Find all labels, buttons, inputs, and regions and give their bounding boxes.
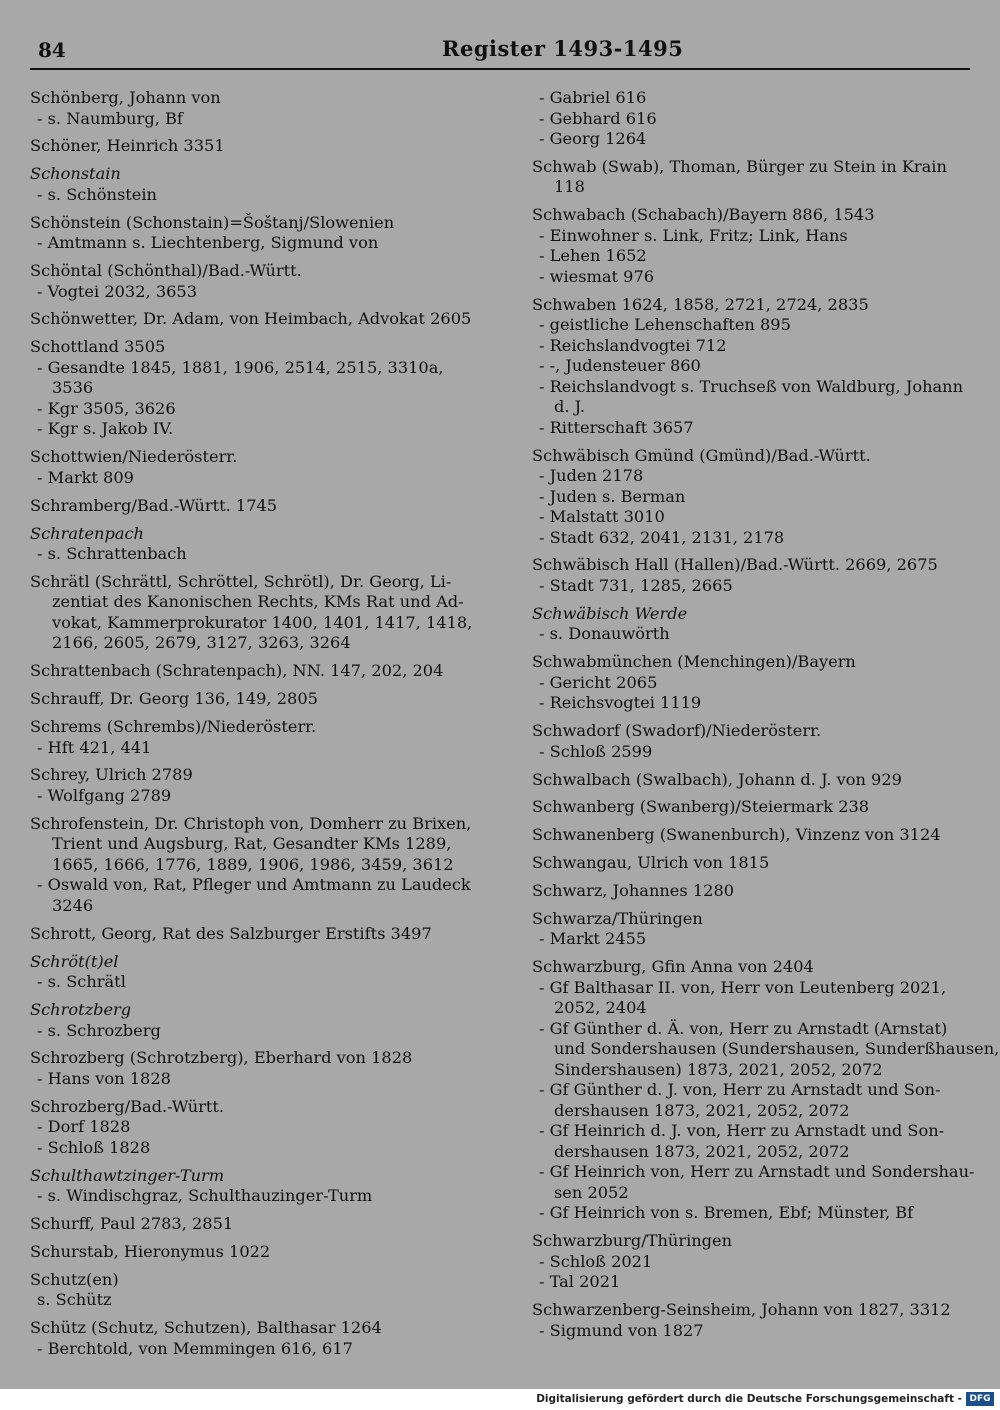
index-continuation: 1665, 1666, 1776, 1889, 1906, 1986, 3459, 3612 [52,854,454,874]
index-headword: Schwanberg (Swanberg)/Steiermark 238 [532,797,870,817]
index-continuation: 3536 [52,378,94,398]
index-continuation: 2166, 2605, 2679, 3127, 3263, 3264 [52,633,351,653]
index-continuation: 118 [554,177,585,197]
index-subentry: s. Schütz [37,1290,112,1310]
index-entry [30,88,475,129]
index-subentry: - Juden s. Berman [539,486,686,506]
index-entry [30,952,475,993]
index-entry [532,604,977,645]
index-subentry: - Schloß 1828 [37,1137,151,1157]
index-headword: Schramberg/Bad.-Württ. 1745 [30,495,278,515]
index-entry [532,446,977,549]
index-subentry: - Georg 1264 [539,129,647,148]
index-entry [30,309,475,330]
index-subentry: - s. Schönstein [37,184,157,204]
index-headword: Schöner, Heinrich 3351 [30,136,225,156]
index-headword: Schwarzburg/Thüringen [532,1231,733,1251]
index-headword: Schottland 3505 [30,337,166,357]
index-subentry: - Stadt 731, 1285, 2665 [539,575,733,595]
index-headword: Schwangau, Ulrich von 1815 [532,853,770,873]
index-subentry: - Kgr 3505, 3626 [37,398,176,418]
index-entry [30,524,475,565]
index-subentry: - Schloß 2599 [539,741,653,761]
index-entry [532,909,977,950]
index-continuation: dershausen 1873, 2021, 2052, 2072 [554,1100,850,1120]
index-entry [30,1242,475,1263]
index-subentry: - Gabriel 616 [539,88,647,107]
index-subentry: - Lehen 1652 [539,246,647,266]
index-headword: Schwarzenberg-Seinsheim, Johann von 1827, 3312 [532,1300,951,1320]
index-entry [30,661,475,682]
index-headword: Schwabach (Schabach)/Bayern 886, 1543 [532,205,875,225]
index-continuation: 3246 [52,895,94,915]
index-subentry: - Gf Heinrich von s. Bremen, Ebf; Münster, Bf [539,1203,914,1223]
index-subentry: - Einwohner s. Link, Fritz; Link, Hans [539,225,848,245]
index-headword: Schöntal (Schönthal)/Bad.-Württ. [30,261,302,281]
index-entry [532,721,977,762]
index-headword: Schwäbisch Werde [532,603,688,623]
index-subentry: - Reichsvogtei 1119 [539,693,702,713]
index-subentry: - Markt 2455 [539,929,647,949]
index-subentry: - geistliche Lehenschaften 895 [539,315,791,335]
index-subentry: - Reichslandvogt s. Truchseß von Waldburg, Johann [539,376,963,396]
index-entry [30,1048,475,1089]
index-subentry: - s. Schrattenbach [37,544,187,564]
index-headword: Schönberg, Johann von [30,88,221,107]
index-headword: Schönwetter, Dr. Adam, von Heimbach, Advokat 2605 [30,309,472,329]
index-subentry: - Reichslandvogtei 712 [539,335,727,355]
index-continuation: zentiat des Kanonischen Rechts, KMs Rat und Ad- [52,592,464,612]
index-subentry: - Vogtei 2032, 3653 [37,281,198,301]
index-continuation: sen 2052 [554,1182,629,1202]
index-headword: Schwabmünchen (Menchingen)/Bayern [532,652,856,672]
index-headword: Schrey, Ulrich 2789 [30,765,193,785]
index-headword: Schröt(t)el [30,951,119,971]
index-entry [30,213,475,254]
page-number: 84 [38,38,66,62]
index-entry [30,924,475,945]
index-entry [532,88,977,150]
index-subentry: - Gf Günther d. J. von, Herr zu Arnstadt und Son- [539,1080,941,1100]
index-headword: Schwarzburg, Gfin Anna von 2404 [532,957,814,977]
index-headword: Schwab (Swab), Thoman, Bürger zu Stein in Krain [532,156,947,176]
index-entry [30,261,475,302]
index-headword: Schrozberg (Schrotzberg), Eberhard von 1828 [30,1048,413,1068]
index-subentry: - s. Donauwörth [539,624,670,644]
index-subentry: - Juden 2178 [539,466,644,486]
index-continuation: d. J. [554,397,586,417]
index-entry [532,825,977,846]
index-entry [30,717,475,758]
index-entry [532,797,977,818]
index-subentry: - Kgr s. Jakob IV. [37,419,174,439]
index-continuation: Trient und Augsburg, Rat, Gesandter KMs 1289, [52,834,452,854]
index-subentry: - Markt 809 [37,467,134,487]
index-headword: Schrattenbach (Schratenpach), NN. 147, 202, 204 [30,661,444,681]
dfg-logo: DFG [966,1392,994,1406]
index-headword: Schwarz, Johannes 1280 [532,881,735,901]
index-entry [30,136,475,157]
page-header [30,36,970,70]
index-subentry: - Sigmund von 1827 [539,1320,704,1340]
index-subentry: - s. Schrozberg [37,1020,161,1040]
index-entry [30,765,475,806]
index-entry [532,295,977,439]
page-title: Register 1493-1495 [442,36,684,61]
index-headword: Schratenpach [30,523,144,543]
index-subentry: - Dorf 1828 [37,1117,131,1137]
index-headword: Schwarza/Thüringen [532,908,703,928]
index-entry [532,957,1000,1224]
index-subentry: - Hans von 1828 [37,1068,171,1088]
index-entry [30,1318,475,1359]
index-headword: Schrofenstein, Dr. Christoph von, Domherr zu Brixen, [30,813,472,833]
index-subentry: - Gebhard 616 [539,108,657,128]
index-subentry: - Stadt 632, 2041, 2131, 2178 [539,527,785,547]
index-headword: Schönstein (Schonstain)=Šoštanj/Slowenien [30,212,395,232]
index-entry [532,205,977,287]
index-subentry: - wiesmat 976 [539,266,655,286]
index-entry [30,164,475,205]
index-entry [532,1231,977,1293]
index-subentry: - Gf Heinrich d. J. von, Herr zu Arnstadt und Son- [539,1121,945,1141]
index-subentry: - Tal 2021 [539,1272,621,1292]
index-entry [30,572,475,654]
index-headword: Schottwien/Niederösterr. [30,447,238,467]
index-headword: Schrems (Schrembs)/Niederösterr. [30,717,317,737]
footer-credit: Digitalisierung gefördert durch die Deutsche Forschungsgemeinschaft - [536,1393,962,1405]
index-subentry: - -, Judensteuer 860 [539,356,701,376]
index-headword: Schütz (Schutz, Schutzen), Balthasar 1264 [30,1318,382,1338]
index-entry [30,496,475,517]
index-entry [30,337,475,440]
index-subentry: - Berchtold, von Memmingen 616, 617 [37,1338,353,1358]
index-headword: Schwanenberg (Swanenburch), Vinzenz von 3124 [532,825,941,845]
index-headword: Schrauff, Dr. Georg 136, 149, 2805 [30,689,318,709]
left-index-column [30,88,475,1367]
index-entry [30,814,475,917]
index-entry [532,770,977,791]
index-subentry: - Malstatt 3010 [539,507,665,527]
index-subentry: - Gf Günther d. Ä. von, Herr zu Arnstadt (Arnstat) [539,1018,948,1038]
index-headword: Schwäbisch Gmünd (Gmünd)/Bad.-Württ. [532,445,871,465]
index-headword: Schrotzberg [30,1000,132,1020]
index-subentry: - Amtmann s. Liechtenberg, Sigmund von [37,233,379,253]
index-entry [30,1000,475,1041]
index-entry [532,555,977,596]
index-subentry: - Gf Balthasar II. von, Herr von Leutenberg 2021, [539,977,947,997]
index-headword: Schrozberg/Bad.-Württ. [30,1096,225,1116]
index-headword: Schutz(en) [30,1269,119,1289]
index-subentry: - Wolfgang 2789 [37,785,172,805]
index-entry [30,447,475,488]
index-headword: Schulthawtzinger-Turm [30,1165,225,1185]
index-subentry: - Oswald von, Rat, Pfleger und Amtmann zu Laudeck [37,875,471,895]
index-subentry: - Gf Heinrich von, Herr zu Arnstadt und Sondershau- [539,1162,975,1182]
index-headword: Schwadorf (Swadorf)/Niederösterr. [532,721,822,741]
index-headword: Schwaben 1624, 1858, 2721, 2724, 2835 [532,294,869,314]
index-entry [532,853,977,874]
index-subentry: - s. Naumburg, Bf [37,108,183,128]
footer-bar [0,1389,1000,1410]
index-subentry: - Gesandte 1845, 1881, 1906, 2514, 2515, 3310a, [37,357,444,377]
index-headword: Schrott, Georg, Rat des Salzburger Erstifts 3497 [30,923,432,943]
index-entry [30,1214,475,1235]
index-continuation: und Sondershausen (Sundershausen, Sunderßhausen, [554,1039,1000,1059]
index-headword: Schwalbach (Swalbach), Johann d. J. von 929 [532,769,902,789]
index-subentry: - Hft 421, 441 [37,737,152,757]
index-subentry: - Schloß 2021 [539,1251,653,1271]
index-headword: Schwäbisch Hall (Hallen)/Bad.-Württ. 2669, 2675 [532,555,938,575]
index-headword: Schurstab, Hieronymus 1022 [30,1241,271,1261]
index-subentry: - Ritterschaft 3657 [539,417,694,437]
index-subentry: - Gericht 2065 [539,672,658,692]
index-entry [532,157,977,198]
index-entry [532,1300,977,1341]
index-continuation: vokat, Kammerprokurator 1400, 1401, 1417, 1418, [52,612,473,632]
index-headword: Schonstain [30,164,121,184]
index-entry [532,881,977,902]
index-continuation: dershausen 1873, 2021, 2052, 2072 [554,1141,850,1161]
index-subentry: - s. Schrätl [37,972,126,992]
index-subentry: - s. Windischgraz, Schulthauzinger-Turm [37,1186,373,1206]
right-index-column [532,88,1000,1349]
index-headword: Schrätl (Schrättl, Schröttel, Schrötl), Dr. Georg, Li- [30,571,452,591]
index-headword: Schurff, Paul 2783, 2851 [30,1214,234,1234]
index-entry [30,1166,475,1207]
index-entry [532,652,977,714]
index-entry [30,1270,475,1311]
index-continuation: Sindershausen) 1873, 2021, 2052, 2072 [554,1059,883,1079]
index-entry [30,689,475,710]
index-continuation: 2052, 2404 [554,998,647,1018]
index-entry [30,1097,475,1159]
